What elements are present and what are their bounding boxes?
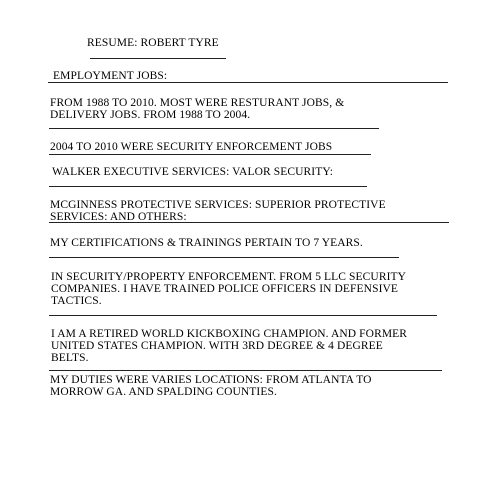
locations-line-2: MORROW GA. AND SPALDING COUNTIES. — [50, 386, 277, 398]
kickboxing-rule — [49, 370, 442, 371]
training-rule — [49, 315, 437, 316]
employers-line-3: SERVICES: AND OTHERS: — [50, 211, 187, 223]
kickboxing-line-3: BELTS. — [51, 352, 89, 364]
training-line-1: IN SECURITY/PROPERTY ENFORCEMENT. FROM 5 LLC SECURITY — [51, 271, 407, 283]
certifications-line: MY CERTIFICATIONS & TRAININGS PERTAIN TO 7 YEARS. — [50, 237, 363, 249]
title-underline — [90, 58, 226, 59]
security-years-line: 2004 TO 2010 WERE SECURITY ENFORCEMENT JOBS — [50, 141, 333, 153]
kickboxing-line-1: I AM A RETIRED WORLD KICKBOXING CHAMPION. AND FORMER — [51, 328, 408, 340]
resume-title: RESUME: ROBERT TYRE — [87, 37, 219, 49]
employers-1-rule — [49, 186, 367, 187]
security-years-rule — [49, 154, 371, 155]
kickboxing-line-2: UNITED STATES CHAMPION. WITH 3RD DEGREE & 4 DEGREE — [51, 340, 383, 352]
employment-heading: EMPLOYMENT JOBS: — [53, 70, 168, 82]
certifications-rule — [49, 257, 399, 258]
training-line-3: TACTICS. — [51, 295, 102, 307]
employers-line-2: MCGINNESS PROTECTIVE SERVICES: SUPERIOR PROTECTIVE — [50, 199, 386, 211]
years-summary-line-2: DELIVERY JOBS. FROM 1988 TO 2004. — [50, 109, 251, 121]
years-summary-line-1: FROM 1988 TO 2010. MOST WERE RESTURANT JOBS, & — [50, 97, 345, 109]
training-line-2: COMPANIES. I HAVE TRAINED POLICE OFFICERS IN DEFENSIVE — [51, 283, 399, 295]
locations-line-1: MY DUTIES WERE VARIES LOCATIONS: FROM ATLANTA TO — [50, 374, 372, 386]
employers-2-rule — [49, 222, 449, 223]
years-summary-rule — [49, 128, 379, 129]
employers-line-1: WALKER EXECUTIVE SERVICES: VALOR SECURITY: — [52, 166, 333, 178]
employment-heading-rule — [48, 82, 448, 83]
